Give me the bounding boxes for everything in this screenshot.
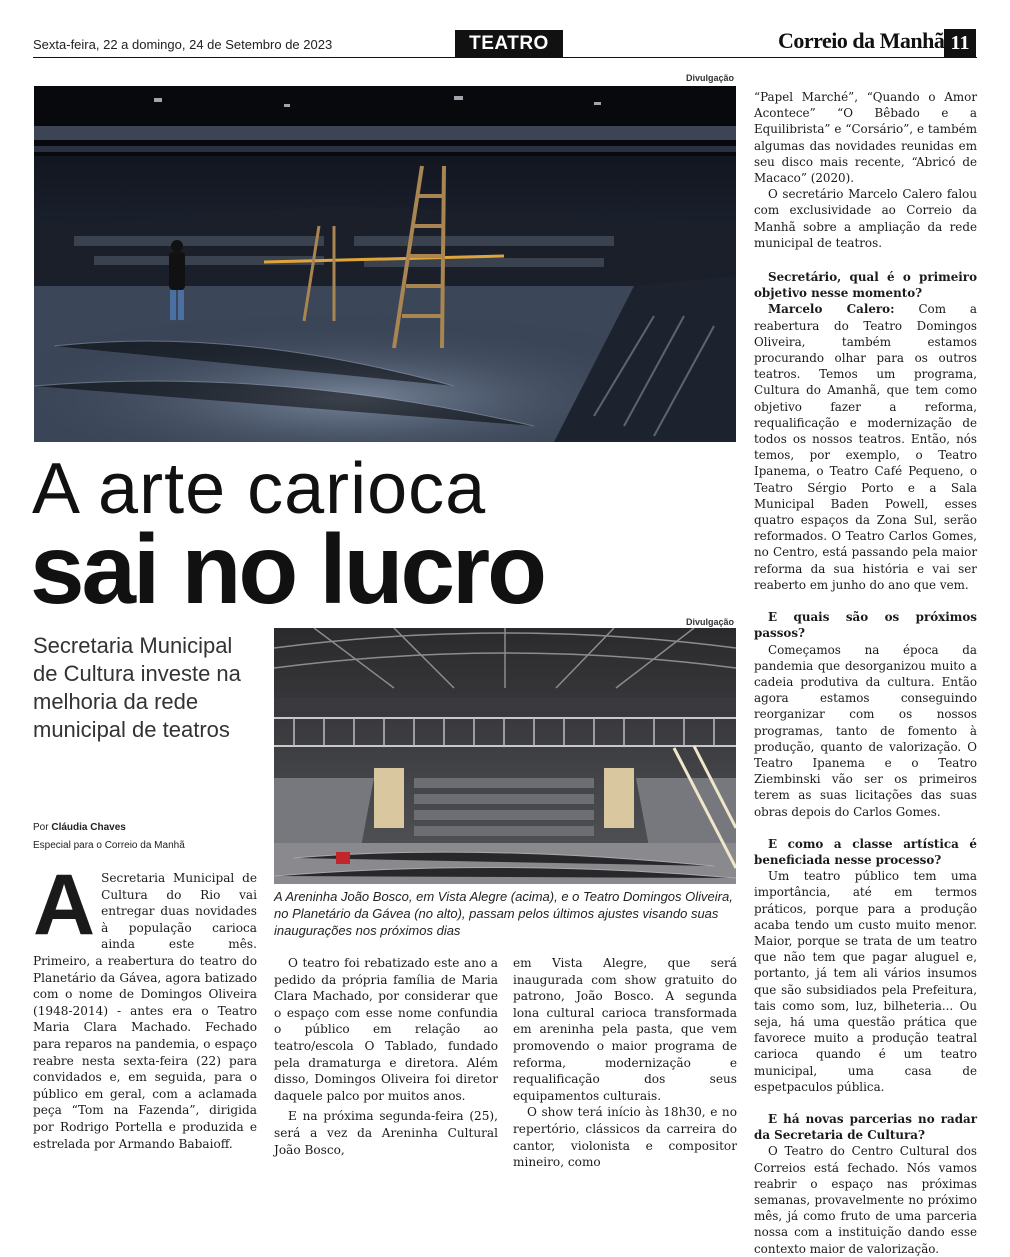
article-column-4 (754, 89, 977, 1257)
headline-line-2: sai no lucro (30, 514, 545, 624)
interview-question: E há novas parcerias no radar da Secretaria de Cultura? (754, 1111, 977, 1143)
interview-question: E quais são os próximos passos? (754, 610, 977, 641)
answer-text: Com a reabertura do Teatro Domingos Oliveira, também estamos procurando olhar para os outros teatros. Temos um programa, Cultura do Amanhã, que tem como objetivo fazer a reforma, requalificação e modernização de todos os nossos teatros. Então, nós temos, por exemplo, o Teatro Ipanema, o Teatro Café Pequeno, o Teatro Sérgio Porto e a Sala Municipal Baden Powell, esses quatro espaços da Zona Sul, serão reformados. O Teatro Carlos Gomes, no Centro, está passando pela maior reforma da sua história e vai ser reaberto em junho do ano que vem. (754, 302, 977, 592)
photo-caption: A Areninha João Bosco, em Vista Alegre (acima), e o Teatro Domingos Oliveira, no Planetário da Gávea (no alto), passam pelos últimos ajustes visando suas inaugurações nos próximos dias (274, 889, 733, 938)
drop-cap: A (33, 857, 96, 953)
newspaper-name: Correio da Manhã (778, 28, 945, 53)
article-paragraph: O teatro foi rebatizado este ano a pedido da própria família de Maria Clara Machado, por considerar que o espaço com esse nome confundia o público em relação ao teatro/escola O Tablado, fundado pela dramaturga e diretora. Além disso, Domingos Oliveira foi diretor daquele palco por muitos anos. (274, 956, 498, 1103)
interview-answer: Começamos na época da pandemia que desorganizou muito a cadeia produtiva da cultura. Então agora estamos conseguindo reorganizar com os nossos programas, tanto de fomento à produção, quanto de valorização. O Teatro Ipanema e o Teatro Ziembinski vão ser os primeiros terem as suas licitações das suas obras depois do Carlos Gomes. (754, 642, 977, 819)
byline (33, 822, 126, 833)
top-photo-theater-interior (34, 86, 736, 442)
interview-answer (754, 301, 977, 593)
article-paragraph: Secretaria Municipal de Cultura do Rio vai entregar duas novidades à população carioca ainda este mês. Primeiro, a reabertura do teatro do Planetário da Gávea, agora batizado com o nome de Domingos Oliveira (1948-2014) - antes era o Teatro Maria Clara Machado. Fechado para reparos na pandemia, o espaço reabre nesta sexta-feira (22) para convidados e, em seguida, para o público em geral, com a aclamada peça “Tom na Fazenda”, dirigida por Rodrigo Portella e produzida e estrelada por Armando Babaioff. (33, 871, 257, 1151)
interview-speaker: Marcelo Calero: (768, 302, 895, 317)
article-paragraph: O secretário Marcelo Calero falou com exclusividade ao Correio da Manhã sobre a ampliação da rede municipal de teatros. (754, 187, 977, 250)
article-column-2 (274, 955, 498, 1158)
interview-answer: Um teatro público tem uma importância, até em termos práticos, porque para a produção acaba tendo um custo muito menor. Maior, porque se trata de um teatro que não tem que pagar aluguel e, portanto, já tem ali vários insumos que são subsidiados pela Prefeitura, tais como som, luz, bilheteria... Ou seja, há uma questão prática que favorece muito a produção teatral carioca quando é um teatro municipal, uma casa de espetpaculos pública. (754, 869, 977, 1094)
headline-line-1: A arte carioca (32, 449, 487, 529)
top-photo-credit: Divulgação (686, 73, 735, 83)
byline-prefix: Por (33, 822, 49, 833)
article-paragraph: E na próxima segunda-feira (25), será a vez da Areninha Cultural João Bosco, (274, 1109, 498, 1157)
interview-answer: O Teatro do Centro Cultural dos Correios está fechado. Nós vamos reabrir o espaço nas próximas semanas, provavelmente no próximo mês, já como fruto de uma parceria nossa com a instituição dando esse contexto maior de valorização. (754, 1144, 977, 1256)
article-paragraph: em Vista Alegre, que será inaugurada com show gratuito do patrono, João Bosco. A segunda lona cultural carioca transformada em areninha pela pasta, que vem promovendo o maior programa de reforma, modernização e requalificação dos seus equipamentos culturais. (513, 956, 737, 1103)
article-column-1 (33, 857, 257, 1152)
byline-author: Cláudia Chaves (51, 822, 126, 833)
subheadline: Secretaria Municipal de Cultura investe na melhoria da rede municipal de teatros (33, 633, 241, 742)
issue-date: Sexta-feira, 22 a domingo, 24 de Setembro de 2023 (33, 37, 333, 52)
bottom-photo-arena (274, 628, 736, 884)
interview-question: E como a classe artística é beneficiada nesse processo? (754, 836, 977, 867)
article-column-3 (513, 955, 737, 1171)
section-label: TEATRO (455, 30, 563, 58)
interview-question: Secretário, qual é o primeiro objetivo nesse momento? (754, 270, 977, 301)
byline-role: Especial para o Correio da Manhã (33, 840, 185, 851)
header-rule (33, 57, 977, 58)
page-number: 11 (944, 29, 976, 57)
bottom-photo-credit: Divulgação (686, 617, 735, 627)
article-paragraph: “Papel Marché”, “Quando o Amor Acontece” “O Bêbado e a Equilibrista” e “Corsário”, e também algumas das novidades reunidas em seu disco mais recente, “Abricó de Macaco” (2020). (754, 90, 977, 186)
article-paragraph: O show terá início às 18h30, e no repertório, clássicos da carreira do cantor, violonista e compositor mineiro, como (513, 1105, 737, 1170)
